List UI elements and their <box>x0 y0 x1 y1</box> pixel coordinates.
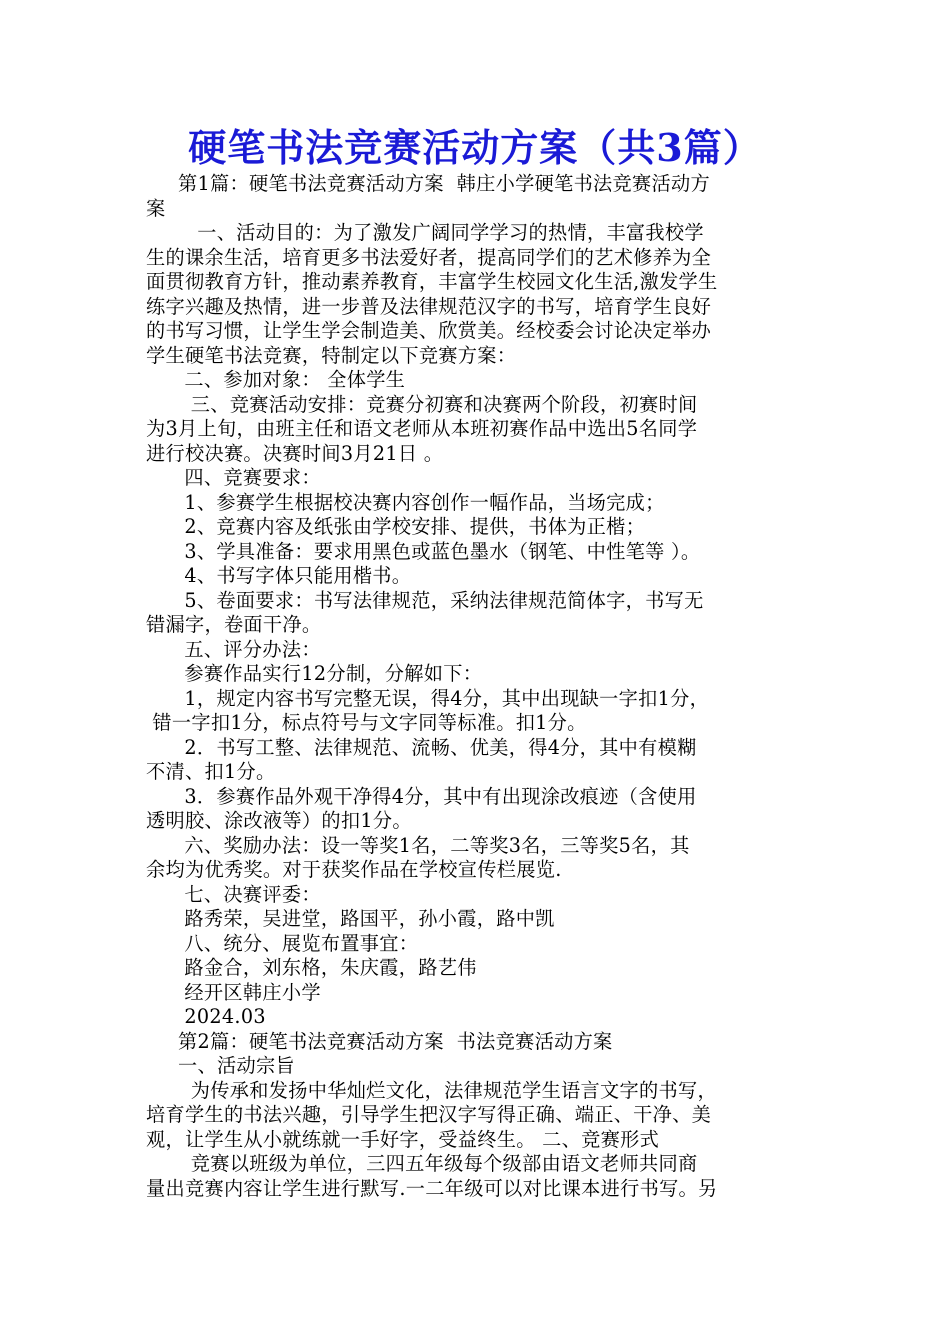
body-line: 5、卷面要求：书写法律规范，采纳法律规范简体字，书写无 <box>146 588 704 612</box>
body-line: 4、书写字体只能用楷书。 <box>146 564 412 587</box>
document-body <box>146 172 810 1201</box>
body-line: 第1篇：硬笔书法竞赛活动方案 韩庄小学硬笔书法竞赛活动方 <box>146 172 710 195</box>
body-line: 1，规定内容书写完整无误，得4分，其中出现缺一字扣1分， <box>146 686 710 710</box>
body-line: 一、活动宗旨 <box>146 1054 295 1077</box>
body-line: 第2篇：硬笔书法竞赛活动方案 书法竞赛活动方案 <box>146 1029 613 1053</box>
body-line: 参赛作品实行12分制，分解如下： <box>146 662 483 685</box>
body-line: 余均为优秀奖。对于获奖作品在学校宣传栏展览. <box>146 858 562 881</box>
body-line: 3．参赛作品外观干净得4分，其中有出现涂改痕迹（含使用 <box>146 784 697 808</box>
body-line: 为3月上旬，由班主任和语文老师从本班初赛作品中选出5名同学 <box>146 417 698 440</box>
body-line: 一、活动目的：为了激发广阔同学学习的热情，丰富我校学 <box>146 221 704 244</box>
body-line: 练字兴趣及热情，进一步普及法律规范汉字的书写，培育学生良好 <box>146 294 712 318</box>
body-line: 六、奖励办法：设一等奖1名，二等奖3名，三等奖5名，其 <box>146 833 690 857</box>
body-line: 路金合，刘东格，朱庆霞，路艺伟 <box>146 956 477 979</box>
body-line: 四、竞赛要求： <box>146 466 321 489</box>
body-line: 生的课余生活，培育更多书法爱好者，提高同学们的艺术修养为全 <box>146 245 712 269</box>
body-line: 五、评分办法： <box>146 637 321 661</box>
body-line: 为传承和发扬中华灿烂文化，法律规范学生语言文字的书写， <box>146 1078 717 1102</box>
body-line: 经开区韩庄小学 <box>146 980 321 1004</box>
body-line: 三、竞赛活动安排：竞赛分初赛和决赛两个阶段，初赛时间 <box>146 392 698 416</box>
body-line: 进行校决赛。决赛时间3月21日 。 <box>146 441 444 465</box>
body-line: 2．书写工整、法律规范、流畅、优美，得4分，其中有模糊 <box>146 735 697 759</box>
body-line: 路秀荣，吴进堂，路国平，孙小霞，路中凯 <box>146 907 555 930</box>
body-line: 错一字扣1分，标点符号与文字同等标准。扣1分。 <box>146 711 587 734</box>
body-line: 七、决赛评委： <box>146 882 321 906</box>
body-line: 面贯彻教育方针，推动素养教育，丰富学生校园文化生活,激发学生 <box>146 270 718 293</box>
body-line: 3、学具准备：要求用黑色或蓝色墨水（钢笔、中性笔等 ）。 <box>146 539 701 563</box>
body-line: 竞赛以班级为单位，三四五年级每个级部由语文老师共同商 <box>146 1152 698 1175</box>
body-line: 2、竞赛内容及纸张由学校安排、提供，书体为正楷； <box>146 515 646 538</box>
body-line: 量出竞赛内容让学生进行默写.一二年级可以对比课本进行书写。另 <box>146 1176 718 1200</box>
body-line: 错漏字，卷面干净。 <box>146 613 322 636</box>
body-line: 1、参赛学生根据校决赛内容创作一幅作品，当场完成； <box>146 490 665 514</box>
body-line: 培育学生的书法兴趣，引导学生把汉字写得正确、端正、干净、美 <box>146 1103 712 1126</box>
body-line: 不清、扣1分。 <box>146 760 276 783</box>
body-line: 二、参加对象： 全体学生 <box>146 368 406 391</box>
body-line: 八、统分、展览布置事宜： <box>146 931 419 955</box>
body-line: 学生硬笔书法竞赛，特制定以下竞赛方案： <box>146 343 517 367</box>
body-line: 观，让学生从小就练就一手好字，受益终生。 二、竞赛形式 <box>146 1127 660 1151</box>
body-line: 的书写习惯，让学生学会制造美、欣赏美。经校委会讨论决定举办 <box>146 319 712 342</box>
body-line: 透明胶、涂改液等）的扣1分。 <box>146 809 412 832</box>
body-line: 2024.03 <box>146 1005 266 1028</box>
document-title: 硬笔书法竞赛活动方案（共3篇） <box>188 125 762 170</box>
body-line: 案 <box>146 196 166 220</box>
